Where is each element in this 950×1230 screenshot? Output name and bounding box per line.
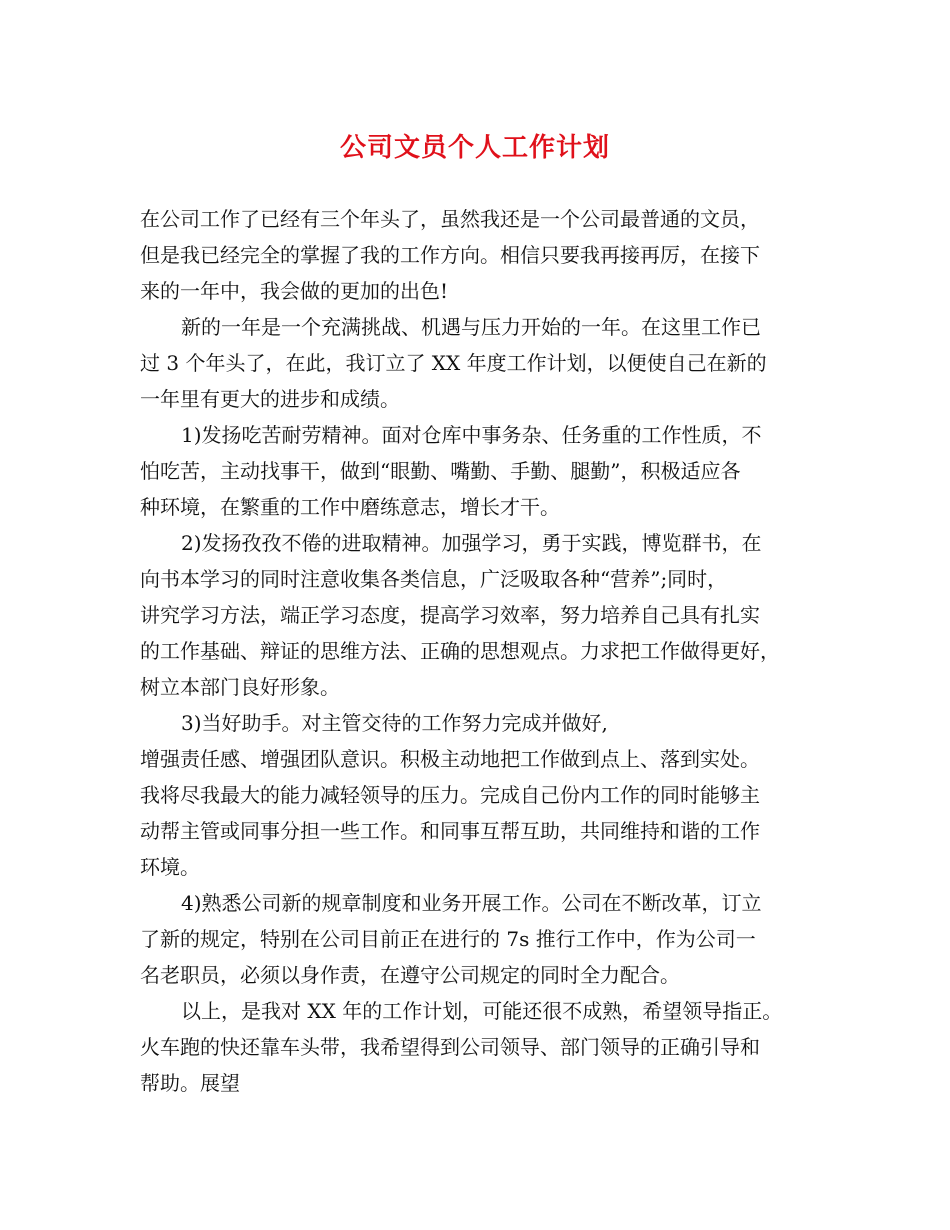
text-line: 向书本学习的同时注意收集各类信息，广泛吸取各种“营养”;同时， (140, 567, 728, 591)
paragraph-item-3 (140, 705, 830, 885)
text-line: 来的一年中，我会做的更加的出色! (140, 279, 449, 303)
text-line: 帮助。展望 (140, 1071, 240, 1095)
text-line: 新的一年是一个充满挑战、机遇与压力开始的一年。在这里工作已 (181, 315, 761, 339)
text-line: 1)发扬吃苦耐劳精神。面对仓库中事务杂、任务重的工作性质，不 (181, 423, 762, 447)
text-line: 动帮主管或同事分担一些工作。和同事互帮互助，共同维持和谐的工作 (140, 819, 760, 843)
text-line: 讲究学习方法，端正学习态度，提高学习效率，努力培养自己具有扎实 (140, 603, 760, 627)
paragraph-new-year (140, 309, 830, 417)
text-line: 火车跑的快还靠车头带，我希望得到公司领导、部门领导的正确引导和 (140, 1035, 760, 1059)
text-line: 我将尽我最大的能力减轻领导的压力。完成自己份内工作的同时能够主 (140, 783, 760, 807)
text-line: 过 3 个年头了，在此，我订立了 XX 年度工作计划，以便使自己在新的 (140, 351, 767, 375)
paragraph-conclusion (140, 993, 830, 1101)
text-line: 4)熟悉公司新的规章制度和业务开展工作。公司在不断改革，订立 (181, 891, 762, 915)
text-line: 名老职员，必须以身作责，在遵守公司规定的同时全力配合。 (140, 963, 680, 987)
text-line: 以上，是我对 XX 年的工作计划，可能还很不成熟，希望领导指正。 (181, 999, 783, 1023)
text-line: 的工作基础、辩证的思维方法、正确的思想观点。力求把工作做得更好， (140, 639, 780, 663)
text-line: 种环境，在繁重的工作中磨练意志，增长才干。 (140, 495, 560, 519)
text-line: 但是我已经完全的掌握了我的工作方向。相信只要我再接再厉，在接下 (140, 243, 760, 267)
document-title: 公司文员个人工作计划 (339, 133, 610, 163)
text-line: 3)当好助手。对主管交待的工作努力完成并做好, (181, 711, 608, 735)
text-line: 一年里有更大的进步和成绩。 (140, 387, 400, 411)
document-body (140, 201, 830, 1101)
text-line: 了新的规定，特别在公司目前正在进行的 7s 推行工作中，作为公司一 (140, 927, 756, 951)
text-line: 增强责任感、增强团队意识。积极主动地把工作做到点上、落到实处。 (140, 747, 760, 771)
text-line: 2)发扬孜孜不倦的进取精神。加强学习，勇于实践，博览群书，在 (181, 531, 762, 555)
paragraph-item-1 (140, 417, 830, 525)
paragraph-intro (140, 201, 830, 309)
paragraph-item-2 (140, 525, 830, 705)
text-line: 树立本部门良好形象。 (140, 675, 340, 699)
text-line: 怕吃苦，主动找事干，做到“眼勤、嘴勤、手勤、腿勤”，积极适应各 (140, 459, 741, 483)
text-line: 在公司工作了已经有三个年头了，虽然我还是一个公司最普通的文员， (140, 207, 760, 231)
text-line: 环境。 (140, 855, 200, 879)
paragraph-item-4 (140, 885, 830, 993)
